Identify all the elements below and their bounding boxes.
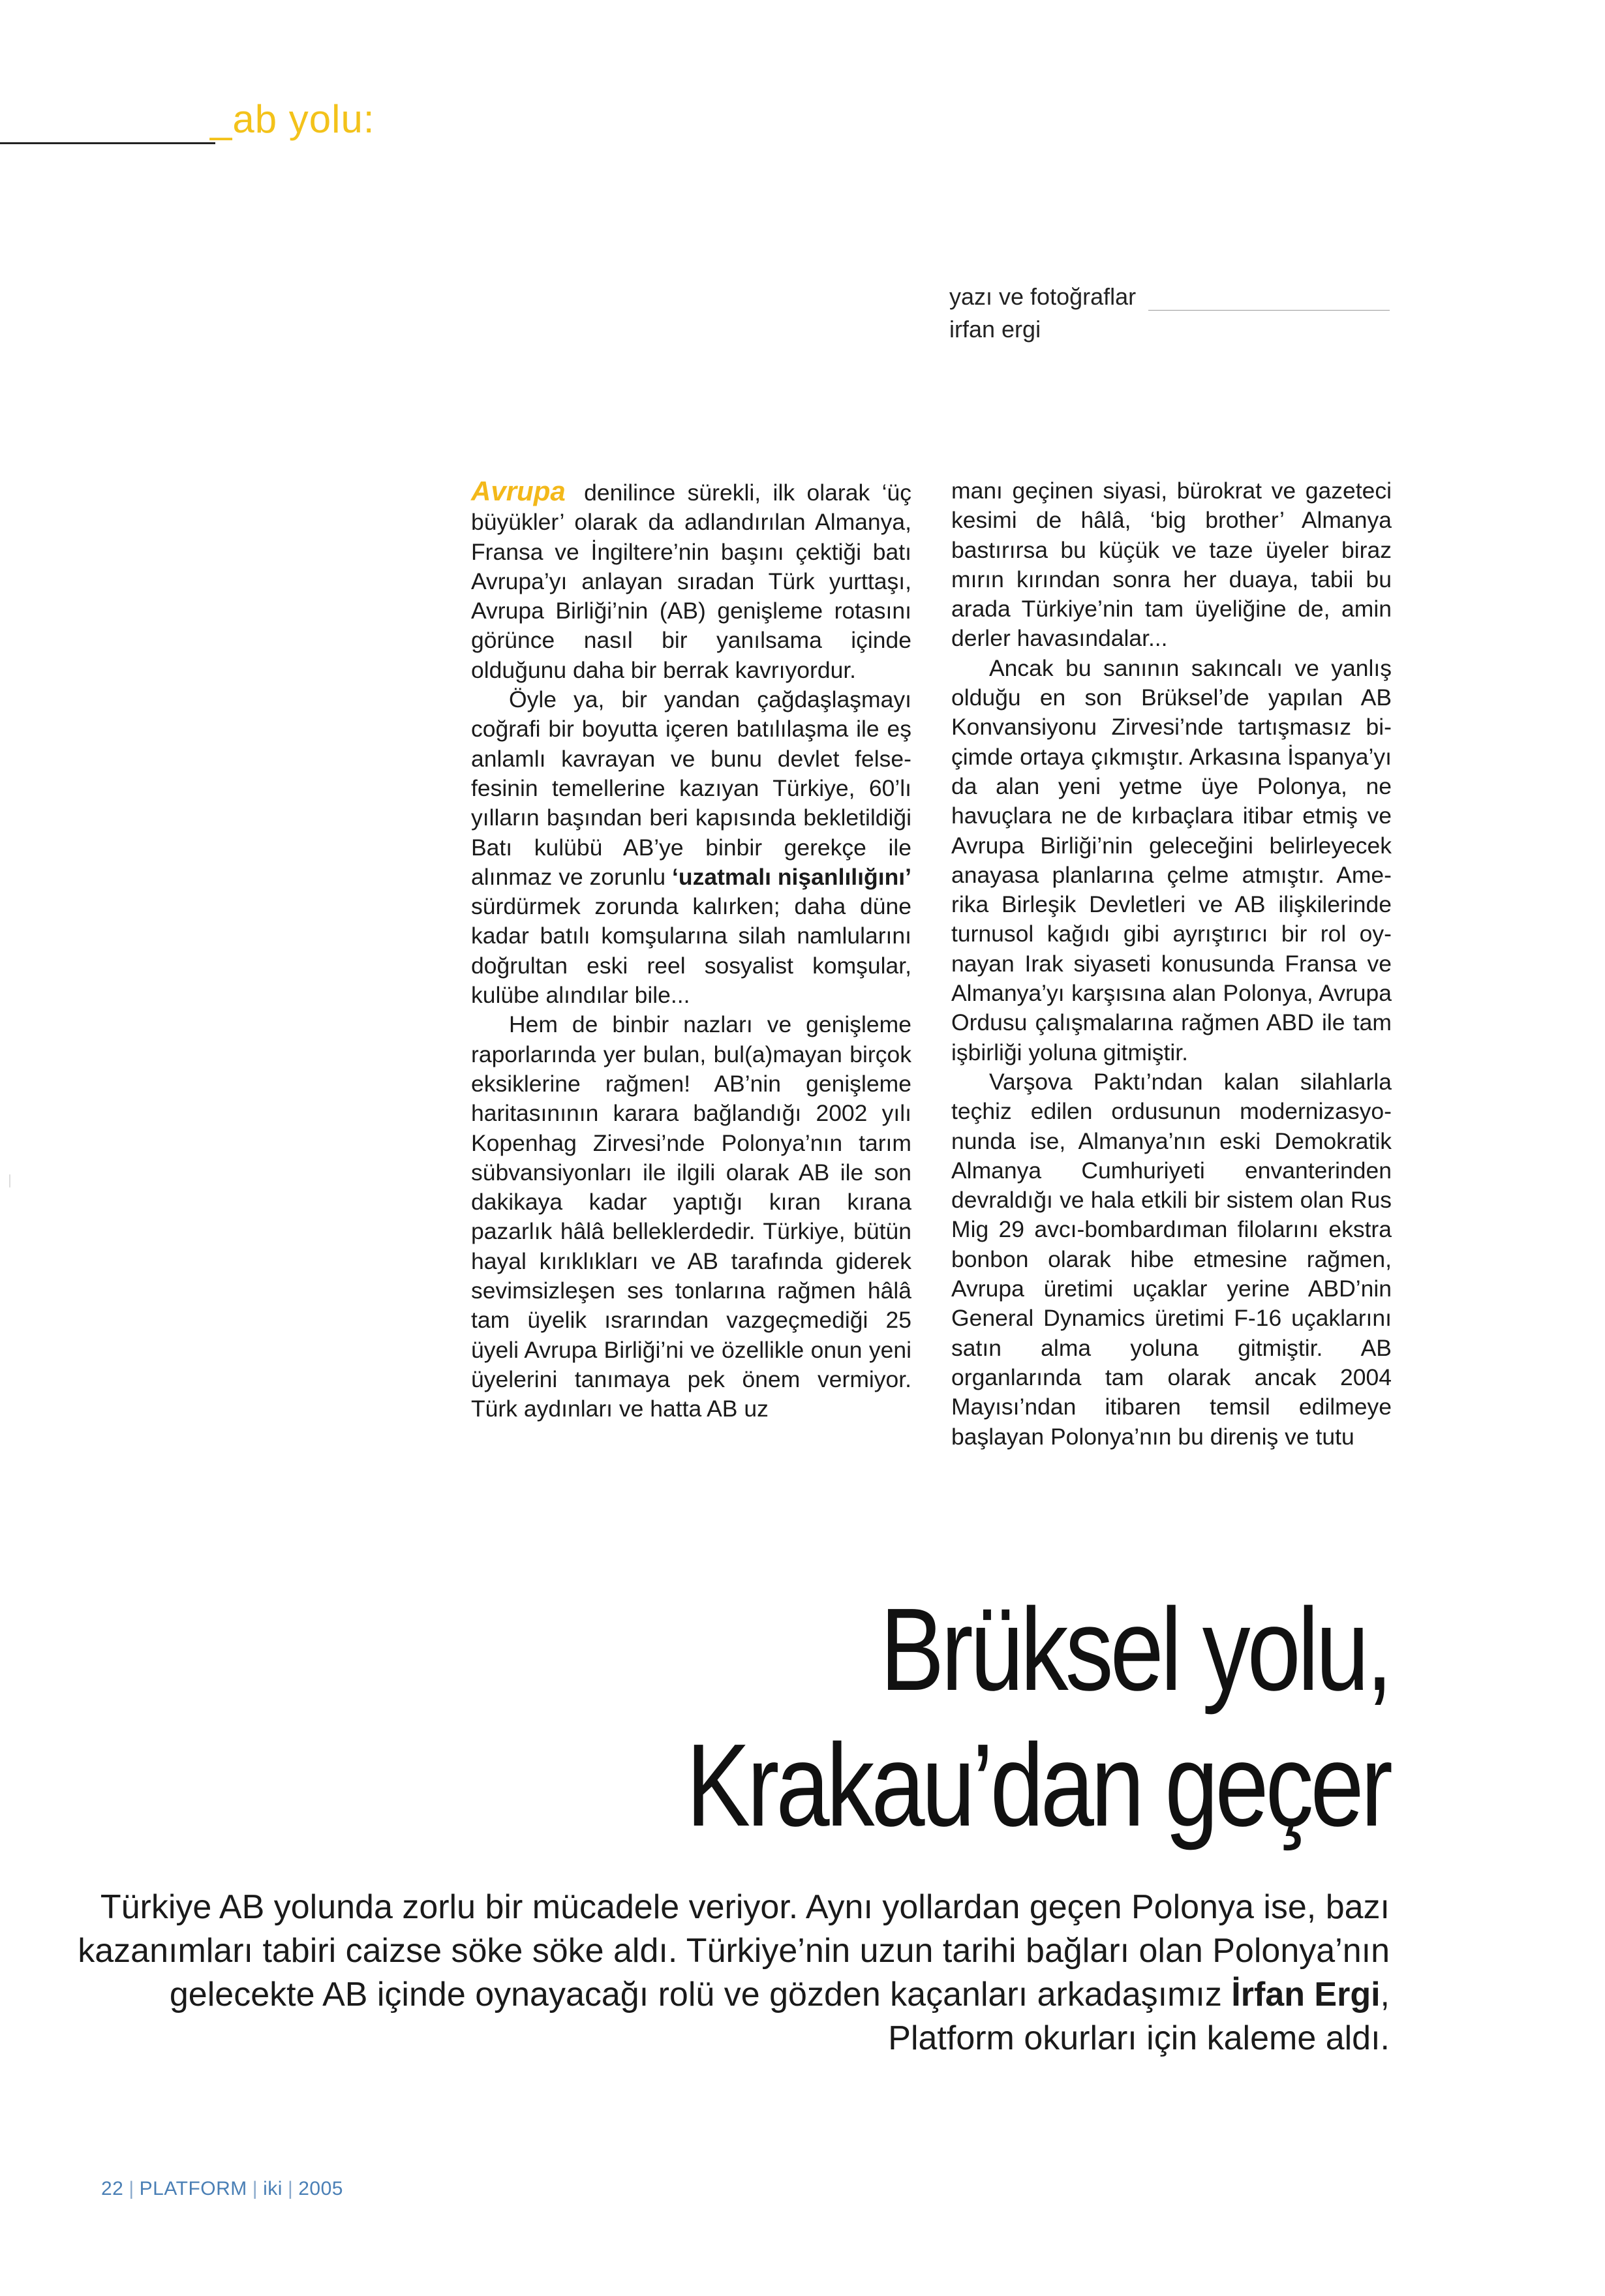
lead-paragraph — [52, 1886, 1390, 2060]
paragraph — [471, 685, 911, 1010]
paragraph: Varşova Paktı’ndan kalan silahlarla teçhiz edilen ordusunun modernizasyonunda ise, Almanya’nın eski Demokratik Almanya Cumhuriyeti envanterinden devraldığı ve hala etkili bir sistem olan Rus Mig 29 avcı-bombardıman filolarını ekstra bonbon olarak hibe etmesine rağmen, Avrupa üretimi uçaklar yerine ABD’nin General Dynamics üretimi F-16 uçaklarını satın alma yoluna gitmiştir. AB organlarında tam olarak ancak 2004 Mayısı’ndan itibaren temsil edilmeye başlayan Polonya’nın bu direniş ve tutu — [951, 1068, 1392, 1450]
scan-edge-mark — [9, 1174, 10, 1187]
article-column-left — [471, 476, 911, 1424]
author-name: İrfan Ergi — [1231, 1976, 1381, 2013]
lead-text: , Platform okurları için kaleme aldı. — [888, 1976, 1390, 2057]
paragraph — [471, 476, 911, 685]
byline-rule — [1148, 310, 1390, 311]
paragraph: Ancak bu sanının sakıncalı ve yanlış olduğu en son Brüksel’de yapılan AB Konvansiyonu Zirvesi’nde tartışmasız biçimde ortaya çıkmıştır. Arkasına İspanya’yı da alan yeni yetme üye Polonya, ne havuçlara ne de kırbaçlara itibar etmiş ve Avrupa Birliği’nin geleceğini belirleyecek anayasa planlarına çelme atmıştır. Amerika Birleşik Devletleri ve AB ilişkilerinde turnusol kağıdı gibi ayrıştırıcı bir rol oynayan Irak siyaseti konusunda Fransa ve Almanya’yı karşısına alan Polonya, Avrupa Ordusu çalışmalarına rağmen ABD ile tam işbirliği yoluna gitmiştir. — [951, 654, 1392, 1065]
paragraph-text: sürdürmek zorunda kalırken; daha düne kadar batılı komşularına silah namlularını doğrultan eski reel sosyalist komşular, kulübe alındılar bile... — [471, 893, 911, 1009]
headline-line-1: Brüksel yolu, — [880, 1584, 1390, 1715]
section-tag: _ab yolu: — [210, 97, 375, 141]
byline-credit: yazı ve fotoğraflar — [949, 283, 1137, 310]
paragraph: Hem de binbir nazları ve genişleme raporlarında yer bulan, bul(a)mayan birçok eksiklerine rağmen! AB’nin genişleme haritasınının karara bağlandığı 2002 yılı Kopenhag Zirvesi’nde Polonya’nın tarım sübvansiyonları ile ilgili olarak AB ile son dakikaya kadar yaptığı kıran kırana pazarlık hâlâ belleklerdedir. Türkiye, bütün hayal kırıklıkları ve AB tarafında giderek sevimsizleşen ses tonlarına rağmen hâlâ tam üyelik ısrarından vazgeçmediği 25 üyeli Avrupa Birliği’ni ve özellikle onun yeni üyelerini tanımaya pek önem vermiyor. Türk aydınları ve hatta AB uz — [471, 1011, 911, 1422]
byline-author: irfan ergi — [949, 316, 1041, 343]
headline-line-2: Krakau’dan geçer — [686, 1720, 1390, 1851]
drop-word: Avrupa — [471, 476, 566, 506]
issue-label: iki — [263, 2178, 283, 2199]
headline — [686, 1582, 1390, 1854]
top-rule — [0, 142, 215, 144]
paragraph-text: Öyle ya, bir yandan çağdaşlaşmayı coğrafi bir boyutta içeren batılılaşma ile eş anlamlı kavrayan ve bunu devlet felsefesinin temellerine kazıyan Türkiye, 60’lı yılların başından beri kapısında bekletildiği Batı kulübü AB’ye binbir gerekçe ile alınmaz ve zorunlu — [471, 686, 911, 890]
lead-text: Türkiye AB yolunda zorlu bir mücadele veriyor. Aynı yollardan geçen Polonya ise, bazı kazanımları tabiri caizse söke söke aldı. Türkiye’nin uzun tarihi bağları olan Polonya’nın gelecekte AB içinde oynayacağı rolü ve gözden kaçanları arkadaşımız — [78, 1888, 1390, 2013]
issue-year: 2005 — [298, 2178, 343, 2199]
paragraph-text: denilince sürekli, ilk olarak ‘üç büyükler’ olarak da adlandırılan Almanya, Fransa ve İngiltere’nin başını çektiği batı Avrupa’yı anlayan sıradan Türk yurttaşı, Avrupa Birliği’nin (AB) genişleme rotasını görünce nasıl bir yanılsama içinde olduğunu daha bir berrak kavrıyordur. — [471, 480, 911, 683]
emphasis-text: ‘uzatmalı nişanlılığını’ — [672, 863, 911, 890]
page-footer: 22 | PLATFORM | iki | 2005 — [101, 2178, 343, 2199]
page-number: 22 — [101, 2178, 124, 2199]
magazine-name: PLATFORM — [139, 2178, 247, 2199]
paragraph: manı geçinen siyasi, bürokrat ve gazeteci kesimi de hâlâ, ‘big brother’ Almanya bastırırsa bu küçük ve taze üyeler biraz mırın kırından sonra her duaya, tabii bu arada Türkiye’nin tam üyeliğine de, amin derler havasındalar... — [951, 478, 1392, 652]
article-column-right — [951, 476, 1392, 1452]
